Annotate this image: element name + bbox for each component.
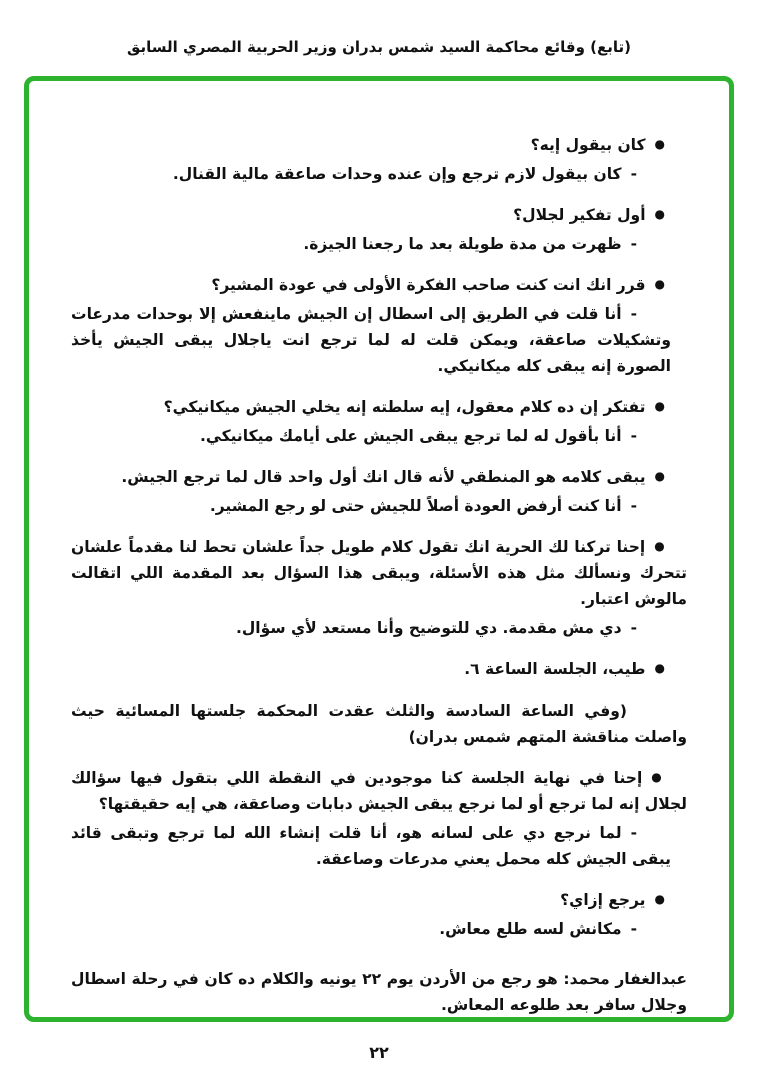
answer-text: أنا بأقول له لما ترجع يبقى الجيش على أيامك ميكانيكي.: [200, 427, 622, 445]
bullet-icon: ●: [654, 399, 665, 413]
session-note: (وفي الساعة السادسة والثلث عقدت المحكمة جلستها المسائية حيث واصلت مناقشة المتهم شمس بدران): [71, 702, 687, 746]
question-text: إحنا في نهاية الجلسة كنا موجودين في النقطة اللي بتقول فيها سؤالك لجلال إنه لما ترجع أو لما نرجع يبقى الجيش دبابات وصاعقة، هي إيه حقيقتها؟: [71, 769, 687, 813]
question-item: [71, 533, 687, 612]
answer-text: كان بيقول لازم ترجع وإن عنده وحدات صاعقة مالية القنال.: [172, 165, 622, 183]
question-text: يبقى كلامه هو المنطقي لأنه قال انك أول واحد قال لما ترجع الجيش.: [121, 468, 646, 486]
question-text: طيب، الجلسة الساعة ٦.: [464, 660, 646, 678]
question-item: [71, 201, 687, 228]
dash-icon: -: [630, 305, 637, 323]
question-item: [71, 764, 687, 817]
bullet-icon: ●: [654, 539, 665, 553]
answer-item: [71, 161, 671, 187]
answer-item: [71, 423, 671, 449]
speaker-note: عبدالغفار محمد: هو رجع من الأردن يوم ٢٢ يونيه والكلام ده كان في رحلة اسطال وجلال سافر بعد طلوعه المعاش.: [71, 970, 687, 1014]
bullet-icon: ●: [651, 770, 665, 784]
answer-item: [71, 493, 671, 519]
question-text: يرجع إزاي؟: [560, 891, 646, 909]
answer-text: أنا كنت أرفض العودة أصلاً للجيش حتى لو رجع المشير.: [209, 497, 622, 515]
question-item: [71, 463, 687, 490]
bullet-icon: ●: [654, 207, 665, 221]
dash-icon: -: [630, 165, 637, 183]
bullet-icon: ●: [654, 137, 665, 151]
bullet-icon: ●: [654, 661, 665, 675]
dialogue-section: [29, 81, 729, 1018]
question-text: تفتكر إن ده كلام معقول، إيه سلطته إنه يخلي الجيش ميكانيكي؟: [163, 398, 646, 416]
answer-item: [71, 916, 671, 942]
answer-text: ظهرت من مدة طويلة بعد ما رجعنا الجيزة.: [303, 235, 622, 253]
bullet-icon: ●: [654, 277, 665, 291]
page-frame: [24, 76, 734, 1022]
bullet-icon: ●: [654, 892, 665, 906]
answer-item: [71, 820, 671, 872]
answer-text: أنا قلت في الطريق إلى اسطال إن الجيش ماينفعش إلا بوحدات مدرعات وتشكيلات صاعقة، ويمكن قلت له لما ترجع انت ياجلال يبقى الجيش يأخذ الصورة إنه يبقى كله ميكانيكي.: [71, 305, 671, 375]
answer-item: [71, 231, 671, 257]
question-item: [71, 886, 687, 913]
dash-icon: -: [630, 497, 637, 515]
question-text: إحنا تركنا لك الحرية انك تقول كلام طويل جداً علشان تحط لنا مقدماً علشان تتحرك ونسألك مثل هذه الأسئلة، ويبقى هذا السؤال بعد المقدمة اللي اتقالت مالوش اعتبار.: [71, 538, 687, 608]
question-text: كان بيقول إيه؟: [530, 136, 646, 154]
question-item: [71, 131, 687, 158]
dash-icon: -: [630, 619, 637, 637]
answer-item: [71, 615, 671, 641]
dash-icon: -: [630, 824, 637, 842]
question-item: [71, 393, 687, 420]
dash-icon: -: [630, 920, 637, 938]
page-title: (تابع) وقائع محاكمة السيد شمس بدران وزير الحربية المصري السابق: [126, 38, 632, 56]
answer-text: دي مش مقدمة. دي للتوضيح وأنا مستعد لأي سؤال.: [235, 619, 622, 637]
answer-text: لما نرجع دي على لسانه هو، أنا قلت إنشاء الله لما ترجع وتبقى قائد يبقى الجيش كله محمل يعني مدرعات وصاعقة.: [71, 824, 671, 868]
bullet-icon: ●: [654, 469, 665, 483]
question-text: قرر انك انت كنت صاحب الفكرة الأولى في عودة المشير؟: [211, 276, 646, 294]
dash-icon: -: [630, 235, 637, 253]
dash-icon: -: [630, 427, 637, 445]
answer-text: مكانش لسه طلع معاش.: [439, 920, 622, 938]
page-number: ٢٢: [369, 1043, 389, 1062]
question-text: أول تفكير لجلال؟: [513, 206, 646, 224]
question-item: [71, 271, 687, 298]
question-item: [71, 655, 687, 682]
answer-item: [71, 301, 671, 379]
